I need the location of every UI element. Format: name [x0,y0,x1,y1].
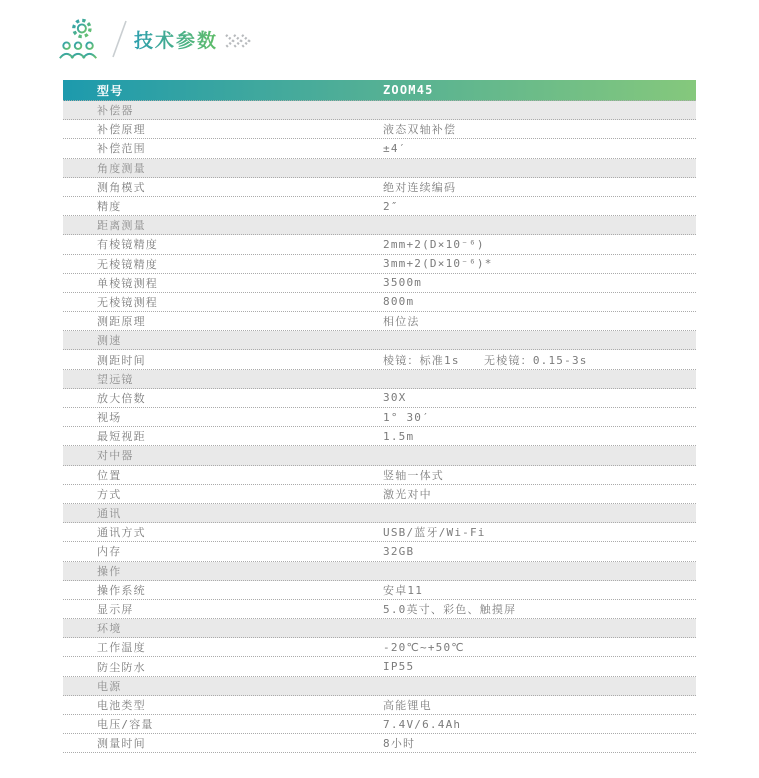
triple-chevron-icon [224,31,254,51]
table-row [63,312,696,331]
section-label: 电源 [97,679,122,693]
spec-value: 1° 30′ [383,410,430,424]
table-row [63,350,696,369]
table-row [63,542,696,561]
table-row [63,715,696,734]
table-row [63,638,696,657]
section-label: 望远镜 [97,372,134,386]
section-row [63,562,696,581]
table-row [63,274,696,293]
spec-label: 测距原理 [97,315,146,329]
section-row [63,159,696,178]
spec-value: IP55 [383,660,415,674]
spec-label: 测量时间 [97,737,146,751]
spec-value: 2mm+2(D×10⁻⁶) [383,237,485,251]
section-row [63,370,696,389]
table-row [63,255,696,274]
spec-value: 1.5m [383,429,415,443]
section-label: 通讯 [97,507,122,521]
table-row [63,657,696,676]
spec-label: 最短视距 [97,430,146,444]
section-label: 距离测量 [97,219,146,233]
spec-value: 激光对中 [383,487,432,501]
spec-label: 测距时间 [97,353,146,367]
spec-label: 位置 [97,468,122,482]
spec-label: 有棱镜精度 [97,238,158,252]
section-row [63,504,696,523]
table-row [63,466,696,485]
spec-label: 单棱镜测程 [97,276,158,290]
table-row [63,523,696,542]
table-body [63,101,696,753]
table-row [63,235,696,254]
table-row [63,178,696,197]
spec-value: -20℃~+50℃ [383,640,465,654]
table-row [63,485,696,504]
section-row [63,216,696,235]
spec-label: 电压/容量 [97,718,154,732]
spec-value: 5.0英寸、彩色、触摸屏 [383,602,517,616]
page-header [56,14,254,64]
spec-value: 高能锂电 [383,698,432,712]
spec-value: 3500m [383,276,423,290]
model-name: ZOOM45 [383,83,434,97]
spec-value: 安卓11 [383,583,424,597]
table-row [63,734,696,753]
spec-label: 视场 [97,411,122,425]
table-header-row [63,80,696,101]
section-label: 测速 [97,334,122,348]
section-label: 操作 [97,564,122,578]
spec-label: 显示屏 [97,602,134,616]
section-label: 环境 [97,622,122,636]
table-row [63,696,696,715]
section-row [63,446,696,465]
spec-value: USB/蓝牙/Wi-Fi [383,526,486,540]
spec-label: 精度 [97,200,122,214]
gear-people-icon [56,16,102,62]
spec-label: 无棱镜测程 [97,295,158,309]
spec-value: 2″ [383,199,399,213]
spec-label: 放大倍数 [97,391,146,405]
spec-table [63,80,696,753]
section-row [63,677,696,696]
table-row [63,197,696,216]
table-row [63,408,696,427]
section-row [63,331,696,350]
slash-divider [106,17,132,61]
spec-label: 补偿范围 [97,142,146,156]
spec-label: 补偿原理 [97,123,146,137]
section-label: 补偿器 [97,104,134,118]
table-row [63,293,696,312]
spec-value: 8小时 [383,737,416,751]
spec-value: 7.4V/6.4Ah [383,717,462,731]
spec-value: ±4′ [383,141,407,155]
table-row [63,139,696,158]
table-row [63,581,696,600]
spec-label: 测角模式 [97,180,146,194]
spec-label: 工作温度 [97,641,146,655]
model-column-header: 型号 [97,83,124,98]
spec-value: 3mm+2(D×10⁻⁶)* [383,257,493,271]
spec-label: 防尘防水 [97,660,146,674]
spec-label: 操作系统 [97,583,146,597]
page-title: 技术参数 [134,26,218,53]
section-row [63,101,696,120]
spec-label: 方式 [97,487,122,501]
spec-value: 竖轴一体式 [383,468,444,482]
spec-label: 电池类型 [97,698,146,712]
spec-value: 液态双轴补偿 [383,123,457,137]
section-label: 角度测量 [97,161,146,175]
spec-value: 32GB [383,544,415,558]
section-label: 对中器 [97,449,134,463]
table-row [63,600,696,619]
spec-label: 无棱镜精度 [97,257,158,271]
spec-value: 800m [383,295,415,309]
spec-value: 相位法 [383,315,420,329]
table-row [63,120,696,139]
spec-value: 绝对连续编码 [383,180,457,194]
spec-label: 内存 [97,545,122,559]
table-row [63,389,696,408]
section-row [63,619,696,638]
spec-label: 通讯方式 [97,526,146,540]
spec-value: 棱镜：标准1s 无棱镜：0.15-3s [383,353,588,367]
spec-value: 30X [383,391,407,405]
table-row [63,427,696,446]
